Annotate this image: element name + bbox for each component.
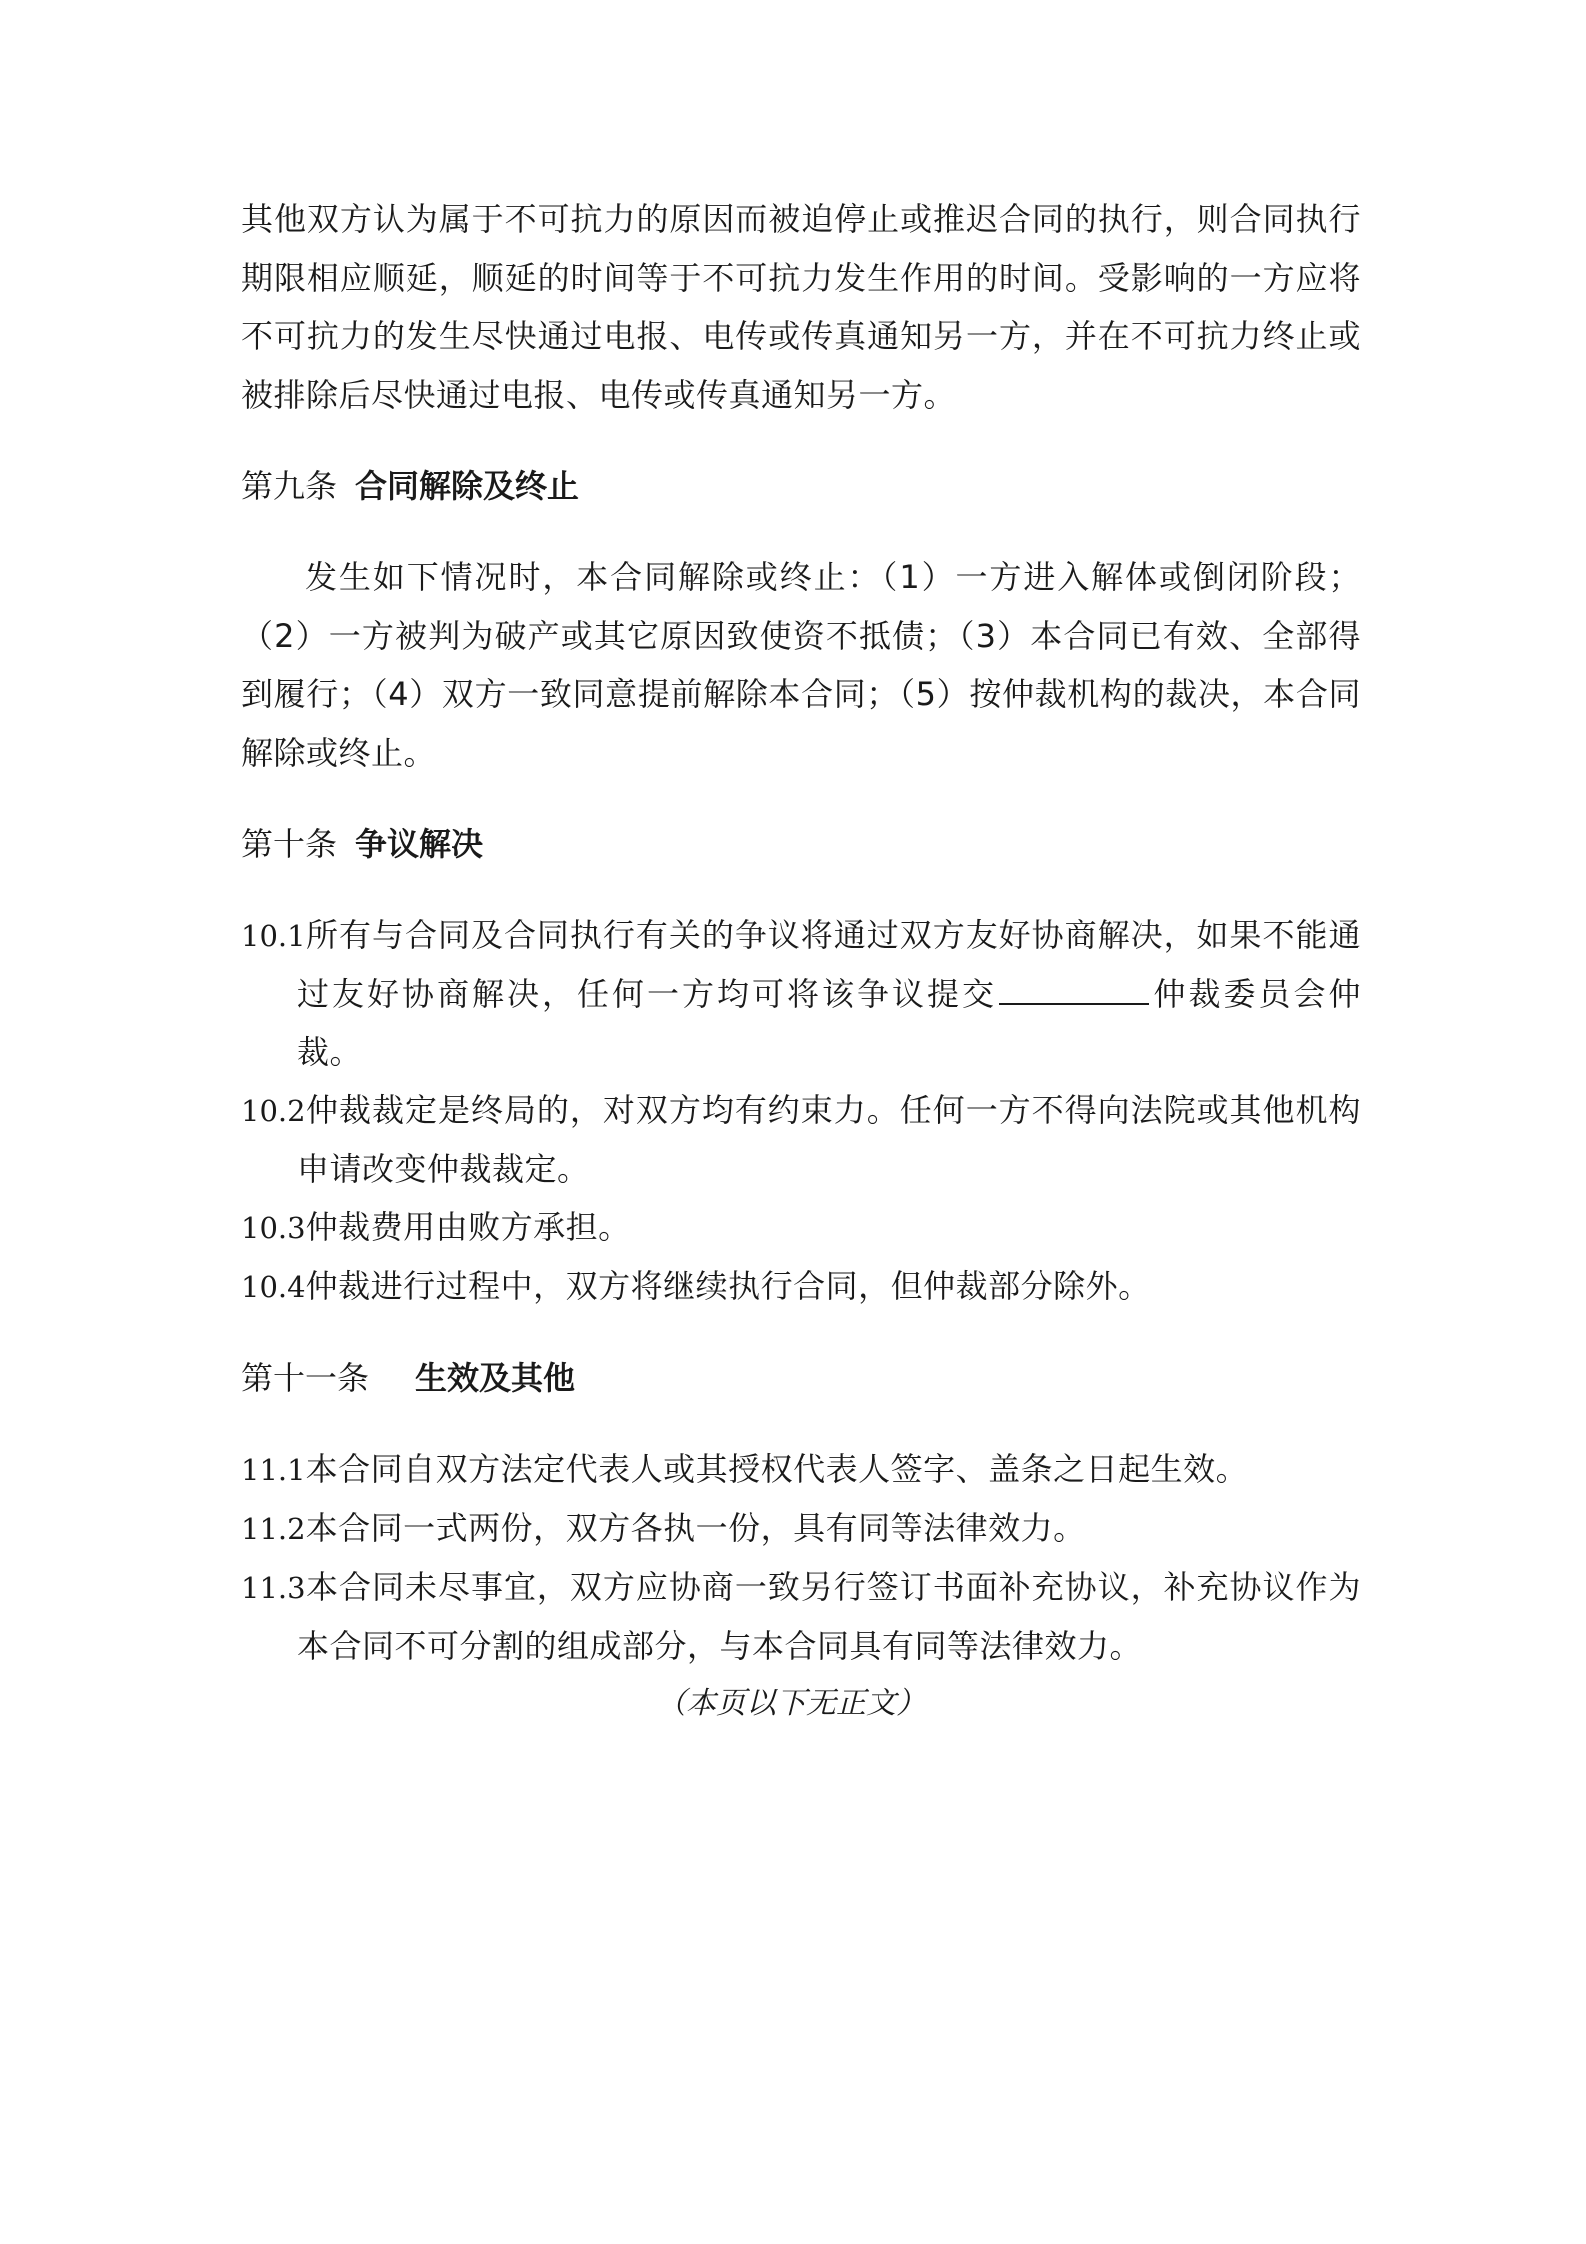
article-10-title: 争议解决	[355, 825, 484, 863]
clause-text: 本合同未尽事宜，双方应协商一致另行签订书面补充协议，补充协议作为本合同不可分割的组成部分，与本合同具有同等法律效力。	[297, 1568, 1361, 1665]
clause-11-2	[241, 1499, 1361, 1558]
clause-number: 11.2	[241, 1512, 306, 1546]
article-10-clauses	[241, 906, 1361, 1316]
article-11-title: 生效及其他	[415, 1359, 576, 1397]
clause-text: 本合同自双方法定代表人或其授权代表人签字、盖条之日起生效。	[305, 1450, 1249, 1488]
article-11-heading	[241, 1349, 1361, 1407]
clause-10-2	[241, 1081, 1361, 1198]
clause-text: 仲裁进行过程中，双方将继续执行合同，但仲裁部分除外。	[305, 1267, 1151, 1305]
clause-text: 仲裁费用由败方承担。	[305, 1208, 631, 1246]
clause-number: 11.1	[241, 1453, 306, 1487]
clause-10-4	[241, 1257, 1361, 1316]
end-of-text-note: （本页以下无正文）	[656, 1686, 926, 1721]
article-9-number: 第九条	[241, 467, 338, 505]
clause-10-3	[241, 1198, 1361, 1257]
clause-number: 10.1	[241, 919, 306, 953]
clause-number: 10.4	[241, 1270, 306, 1304]
article-10-heading	[241, 815, 1361, 873]
clause-text-continued: 仲裁委员会仲裁。	[297, 975, 1361, 1071]
article-9-heading	[241, 457, 1361, 515]
clause-text: 仲裁裁定是终局的，对双方均有约束力。任何一方不得向法院或其他机构申请改变仲裁裁定。	[297, 1091, 1361, 1188]
clause-number: 10.3	[241, 1211, 306, 1245]
clause-11-1	[241, 1440, 1361, 1499]
clause-11-3	[241, 1558, 1361, 1675]
arbitration-blank-line	[999, 973, 1149, 1005]
intro-paragraph: 其他双方认为属于不可抗力的原因而被迫停止或推迟合同的执行，则合同执行期限相应顺延，顺延的时间等于不可抗力发生作用的时间。受影响的一方应将不可抗力的发生尽快通过电报、电传或传真通知另一方，并在不可抗力终止或被排除后尽快通过电报、电传或传真通知另一方。	[241, 200, 1361, 414]
article-11-number: 第十一条	[241, 1359, 370, 1397]
clause-text: 本合同一式两份，双方各执一份，具有同等法律效力。	[305, 1509, 1086, 1547]
clause-number: 11.3	[241, 1571, 306, 1605]
article-10-number: 第十条	[241, 825, 338, 863]
article-9-body: 发生如下情况时，本合同解除或终止：（1）一方进入解体或倒闭阶段；（2）一方被判为破产或其它原因致使资不抵债；（3）本合同已有效、全部得到履行；（4）双方一致同意提前解除本合同；（5）按仲裁机构的裁决，本合同解除或终止。	[241, 558, 1361, 772]
article-11-clauses	[241, 1440, 1361, 1675]
document-content	[241, 190, 1361, 1733]
clause-number: 10.2	[241, 1094, 306, 1128]
article-9-title: 合同解除及终止	[355, 467, 580, 505]
clause-10-1	[241, 906, 1361, 1081]
clause-text: 所有与合同及合同执行有关的争议将通过双方友好协商解决，如果不能通过友好协商解决，任何一方均可将该争议提交	[297, 916, 1361, 1013]
